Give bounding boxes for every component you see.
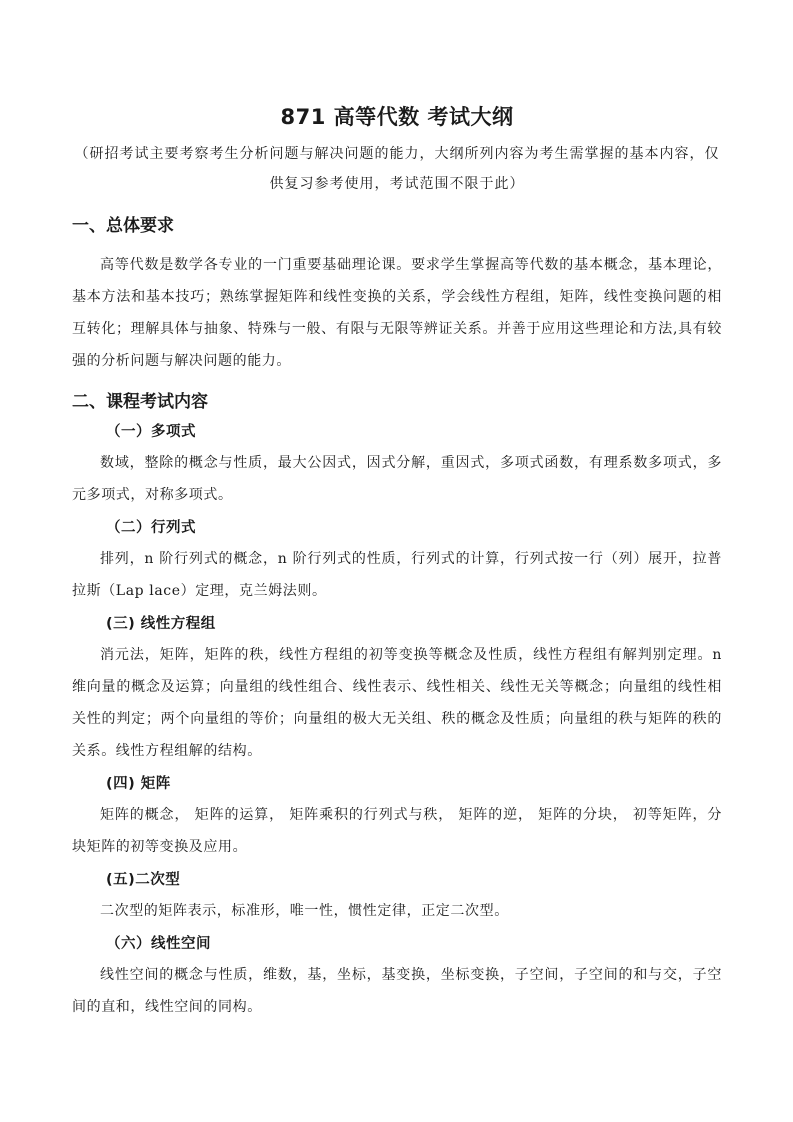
subsection-heading: (三) 线性方程组 xyxy=(106,616,216,632)
document-subtitle: （研招考试主要考察考生分析问题与解决问题的能力，大纲所列内容为考生需掌握的基本内容，仅供复习参考使用，考试范围不限于此） xyxy=(74,146,720,192)
section-heading: 二、课程考试内容 xyxy=(72,392,208,412)
subsection-heading: (四) 矩阵 xyxy=(106,776,171,792)
subsection-body: 数域，整除的概念与性质，最大公因式，因式分解，重因式，多项式函数，有理系数多项式，多元多项式，对称多项式。 xyxy=(72,455,722,503)
subsection-heading: （一）多项式 xyxy=(106,424,196,440)
subsection-heading: （二）行列式 xyxy=(106,520,196,536)
subsection-polynomials xyxy=(72,417,722,511)
subsection-linear-spaces xyxy=(72,929,722,1023)
section-body: 高等代数是数学各专业的一门重要基础理论课。要求学生掌握高等代数的基本概念，基本理论，基本方法和基本技巧；熟练掌握矩阵和线性变换的关系，学会线性方程组，矩阵，线性变换问题的相互转化；理解具体与抽象、特殊与一般、有限与无限等辨证关系。并善于应用这些理论和方法,具有较强的分析问题与解决问题的能力。 xyxy=(72,257,722,369)
subsection-matrices xyxy=(72,769,722,863)
subsection-quadratic-forms xyxy=(72,865,722,927)
subsection-heading: （六）线性空间 xyxy=(106,936,211,952)
subsection-body: 二次型的矩阵表示，标准形，唯一性，惯性定律，正定二次型。 xyxy=(100,903,509,919)
section-general-requirements xyxy=(72,213,722,377)
subsection-heading: (五)二次型 xyxy=(106,872,181,888)
section-course-content xyxy=(72,389,722,1023)
subsection-body: 线性空间的概念与性质，维数，基，坐标，基变换，坐标变换，子空间，子空间的和与交，子空间的直和，线性空间的同构。 xyxy=(72,967,722,1015)
exam-syllabus-page xyxy=(72,0,722,1023)
subsection-determinants xyxy=(72,513,722,607)
subsection-body: 排列，n 阶行列式的概念，n 阶行列式的性质，行列式的计算，行列式按一行（列）展开，拉普拉斯（Lap lace）定理，克兰姆法则。 xyxy=(72,551,722,599)
section-heading: 一、总体要求 xyxy=(72,216,174,236)
document-title: 871 高等代数 考试大纲 xyxy=(280,105,514,129)
subsection-linear-equations xyxy=(72,609,722,767)
subsection-body: 消元法，矩阵，矩阵的秩，线性方程组的初等变换等概念及性质，线性方程组有解判别定理。n 维向量的概念及运算；向量组的线性组合、线性表示、线性相关、线性无关等概念；向量组的线性相关性的判定；两个向量组的等价；向量组的极大无关组、秩的概念及性质；向量组的秩与矩阵的秩的关系。线性方程组解的结构。 xyxy=(72,647,722,759)
subsection-body: 矩阵的概念， 矩阵的运算， 矩阵乘积的行列式与秩， 矩阵的逆， 矩阵的分块， 初等矩阵，分块矩阵的初等变换及应用。 xyxy=(72,807,722,855)
